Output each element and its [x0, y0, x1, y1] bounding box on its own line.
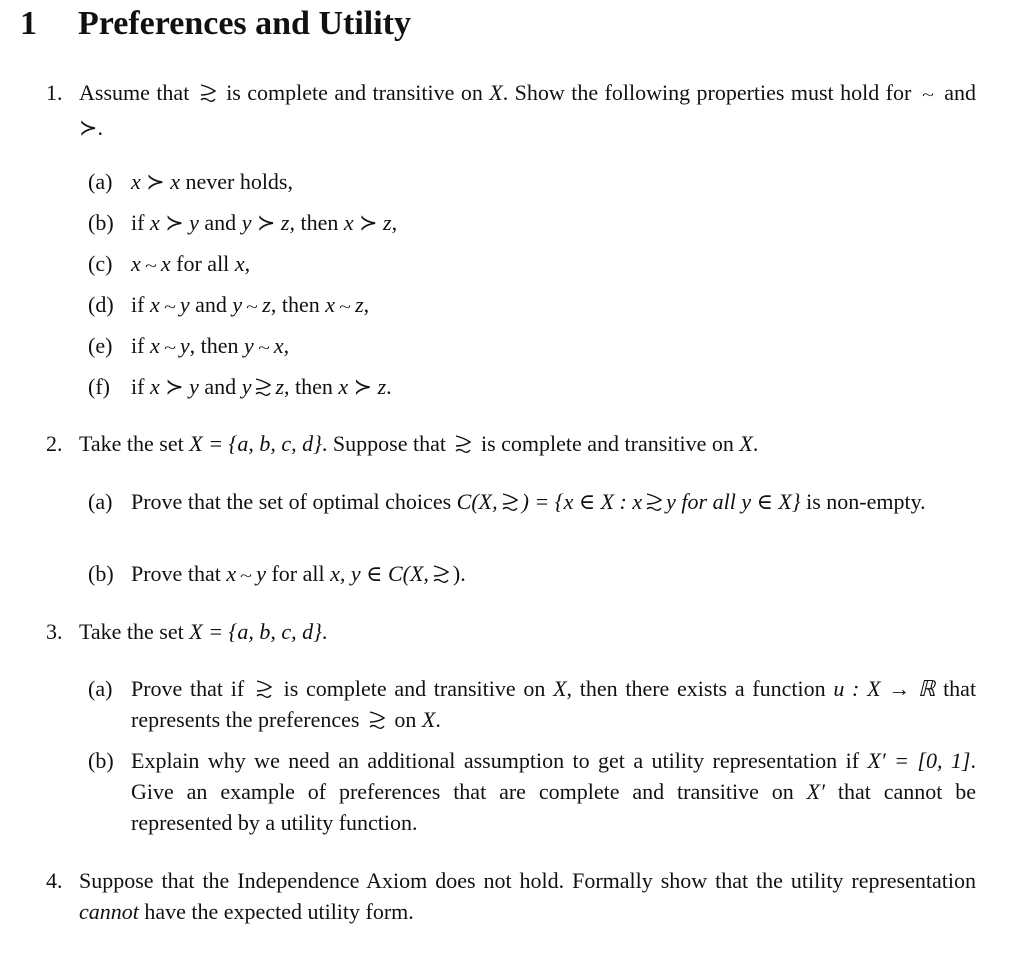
- section-heading: [20, 2, 411, 46]
- section-number: 1: [20, 5, 37, 42]
- problem-3-items: [88, 673, 976, 848]
- item-2b: (b) Prove that x ~ y for all x, y ∈ C(X, ).: [88, 561, 466, 586]
- problem-3: 3. Take the set X = {a, b, c, d}.: [46, 619, 328, 644]
- succ-icon: ≻: [79, 115, 98, 140]
- problem-number: 1.: [46, 80, 63, 105]
- sim-icon: ~: [921, 88, 934, 104]
- item-1c: (c) x ~ x for all x,: [88, 251, 251, 276]
- item-1d: (d) if x ~ y and y ~ z, then x ~ z,: [88, 292, 370, 317]
- problem-2-items: [88, 486, 976, 599]
- item-1b: (b) if x ≻ y and y ≻ z, then x ≻ z,: [88, 210, 398, 235]
- problem-4: 4. Suppose that the Independence Axiom does not hold. Formally show that the utility representation cannot have the expected utility form.: [46, 868, 976, 924]
- problem-1-items: [88, 166, 976, 412]
- section-title: Preferences and Utility: [78, 5, 411, 42]
- item-1f: (f) if x ≻ y and y z, then x ≻ z.: [88, 374, 392, 399]
- item-1e: (e) if x ~ y, then y ~ x,: [88, 333, 290, 358]
- item-3a: (a) Prove that if is complete and transitive on X, then there exists a function u : X → ℝ that represents the preferences on X.: [88, 676, 977, 732]
- succsim-icon: [199, 82, 217, 104]
- item-2a: (a) Prove that the set of optimal choices C(X, ) = {x ∈ X : x y for all y ∈ X} is non-empty.: [88, 489, 926, 514]
- problem-text: Assume that is complete and transitive on X. Show the following properties must hold for ~ and ≻.: [79, 80, 977, 140]
- problem-1: [46, 77, 976, 143]
- problem-2: 2. Take the set X = {a, b, c, d}. Suppose that is complete and transitive on X.: [46, 431, 759, 456]
- item-1a: (a) x ≻ x never holds,: [88, 169, 293, 194]
- item-3b: (b) Explain why we need an additional assumption to get a utility representation if X′ = [0, 1]. Give an example of preferences that are complete and transitive on X′ that cannot be represented by a utility function.: [88, 748, 977, 835]
